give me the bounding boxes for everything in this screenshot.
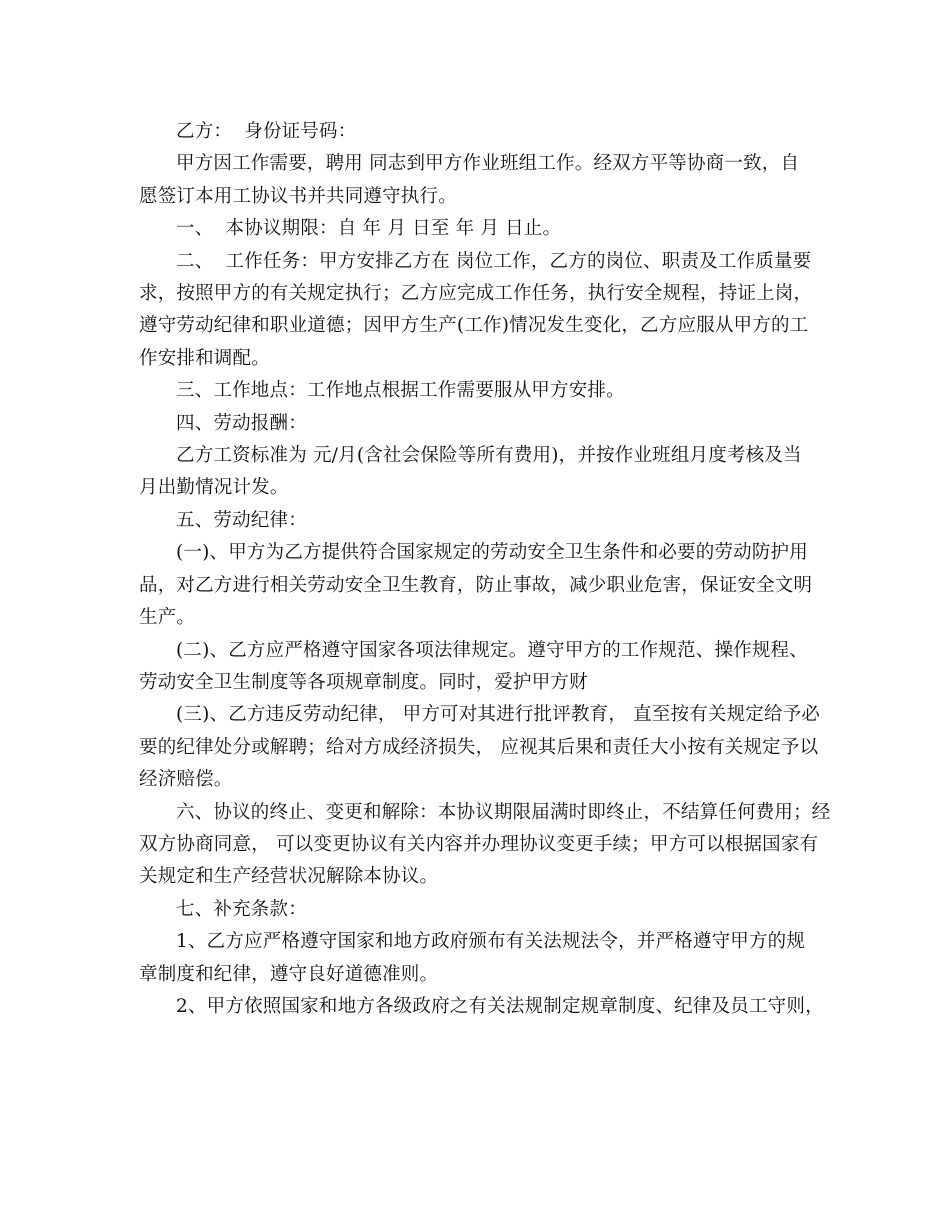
paragraph-clause-3-location [139, 375, 815, 407]
text-line: (二)、乙方应严格遵守国家各项法律规定。遵守甲方的工作规范、操作规程、 [176, 639, 808, 661]
paragraph-clause-4-heading [139, 408, 815, 440]
text-line: 求，按照甲方的有关规定执行；乙方应完成工作任务，执行安全规程，持证上岗， [139, 283, 813, 305]
text-line: (一)、甲方为乙方提供符合国家规定的劳动安全卫生条件和必要的劳动防护用 [176, 542, 808, 564]
document-body [139, 116, 831, 1023]
paragraph-party-b [139, 116, 815, 148]
text-line: 三、工作地点：工作地点根据工作需要服从甲方安排。 [176, 380, 625, 402]
text-line: 生产。 [139, 607, 196, 629]
paragraph-clause-5-item-2 [139, 635, 815, 700]
paragraph-clause-6-termination [139, 797, 831, 894]
text-line: 四、劳动报酬： [176, 412, 307, 434]
text-line: 经济赔偿。 [139, 769, 233, 791]
text-line: 双方协商同意， 可以变更协议有关内容并办理协议变更手续；甲方可以根据国家有 [139, 833, 819, 855]
text-line: 乙方工资标准为 元/月(含社会保险等所有费用)，并按作业班组月度考核及当 [176, 445, 802, 467]
text-line: 六、协议的终止、变更和解除：本协议期限届满时即终止，不结算任何费用；经 [176, 801, 831, 823]
text-line: 作安排和调配。 [139, 347, 270, 369]
text-line: 劳动安全卫生制度等各项规章制度。同时，爱护甲方财 [139, 671, 588, 693]
text-line: 遵守劳动纪律和职业道德；因甲方生产(工作)情况发生变化，乙方应服从甲方的工 [139, 315, 809, 337]
text-line: 愿签订本用工协议书并共同遵守执行。 [139, 185, 457, 207]
paragraph-clause-5-heading [139, 505, 815, 537]
paragraph-clause-7-heading [139, 894, 815, 926]
paragraph-clause-5-item-3 [139, 699, 821, 796]
paragraph-clause-4-pay [139, 440, 815, 505]
text-line: 五、劳动纪律： [176, 509, 307, 531]
paragraph-clause-5-item-1 [139, 537, 815, 634]
paragraph-intro [139, 148, 815, 213]
paragraph-clause-1-term [139, 213, 815, 245]
text-line: 1、乙方应严格遵守国家和地方政府颁布有关法规法令，并严格遵守甲方的规 [176, 931, 806, 953]
paragraph-clause-2-tasks [139, 246, 815, 376]
paragraph-clause-7-item-2 [139, 991, 824, 1023]
text-line: 要的纪律处分或解聘；给对方成经济损失， 应视其后果和责任大小按有关规定予以 [139, 736, 819, 758]
text-line: 七、补充条款： [176, 898, 307, 920]
text-line: (三)、乙方违反劳动纪律， 甲方可对其进行批评教育， 直至按有关规定给予必 [176, 704, 821, 726]
text-line: 关规定和生产经营状况解除本协议。 [139, 866, 439, 888]
paragraph-clause-7-item-1 [139, 926, 815, 991]
text-line: 二、 工作任务：甲方安排乙方在 岗位工作，乙方的岗位、职责及工作质量要 [176, 250, 812, 272]
text-line: 章制度和纪律，遵守良好道德准则。 [139, 963, 439, 985]
text-line: 2、甲方依照国家和地方各级政府之有关法规制定规章制度、纪律及员工守则， [176, 995, 824, 1017]
text-line: 乙方： 身份证号码： [176, 121, 357, 142]
text-line: 品，对乙方进行相关劳动安全卫生教育，防止事故，减少职业危害，保证安全文明 [139, 574, 813, 596]
text-line: 一、 本协议期限：自 年 月 日至 年 月 日止。 [176, 218, 562, 240]
text-line: 月出勤情况计发。 [139, 477, 289, 499]
text-line: 甲方因工作需要，聘用 同志到甲方作业班组工作。经双方平等协商一致，自 [176, 153, 800, 175]
